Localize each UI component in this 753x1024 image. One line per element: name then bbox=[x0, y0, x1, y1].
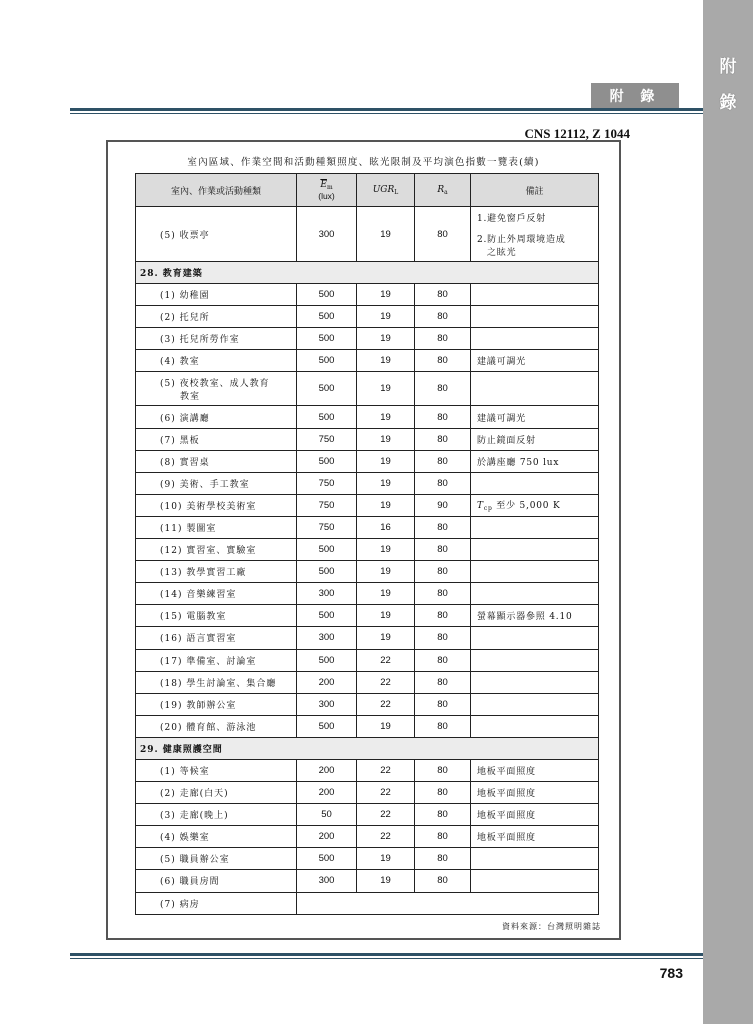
table-row bbox=[136, 328, 599, 350]
row-ugr: 19 bbox=[357, 539, 415, 561]
row-em: 300 bbox=[297, 583, 357, 605]
row-em: 500 bbox=[297, 715, 357, 737]
row-name: (8) 實習桌 bbox=[136, 450, 297, 472]
header-area: 室內、作業或活動種類 bbox=[136, 174, 297, 207]
row-ugr: 19 bbox=[357, 561, 415, 583]
row-ugr: 19 bbox=[357, 627, 415, 649]
row-ugr: 22 bbox=[357, 671, 415, 693]
row-em: 500 bbox=[297, 350, 357, 372]
row-ugr: 19 bbox=[357, 284, 415, 306]
row-name: (6) 職員房間 bbox=[136, 870, 297, 892]
row-ugr: 19 bbox=[357, 328, 415, 350]
illuminance-table bbox=[135, 173, 599, 915]
row-name: (13) 教學實習工廠 bbox=[136, 561, 297, 583]
row-ugr: 19 bbox=[357, 605, 415, 627]
row-name: (3) 托兒所勞作室 bbox=[136, 328, 297, 350]
row-em: 300 bbox=[297, 207, 357, 262]
row-ra: 80 bbox=[415, 372, 471, 406]
row-note: 建議可調光 bbox=[471, 406, 599, 428]
row-note: 1.避免窗戶反射 2.防止外周環境造成 之眩光 bbox=[471, 207, 599, 262]
row-ugr: 19 bbox=[357, 870, 415, 892]
row-ugr: 19 bbox=[357, 372, 415, 406]
table-row bbox=[136, 472, 599, 494]
table-frame bbox=[106, 140, 621, 940]
row-empty-cell bbox=[297, 892, 357, 914]
row-ugr: 19 bbox=[357, 450, 415, 472]
row-note: 地板平面照度 bbox=[471, 804, 599, 826]
table-row bbox=[136, 406, 599, 428]
row-em: 200 bbox=[297, 671, 357, 693]
row-ra: 80 bbox=[415, 207, 471, 262]
row-name: (2) 走廊(白天) bbox=[136, 782, 297, 804]
row-note bbox=[471, 328, 599, 350]
table-row bbox=[136, 715, 599, 737]
row-ugr: 19 bbox=[357, 472, 415, 494]
row-ugr: 22 bbox=[357, 826, 415, 848]
row-em: 500 bbox=[297, 539, 357, 561]
row-em: 300 bbox=[297, 870, 357, 892]
side-tab-char-1: 附 bbox=[719, 57, 737, 77]
row-em: 500 bbox=[297, 406, 357, 428]
row-ra: 80 bbox=[415, 605, 471, 627]
table-row bbox=[136, 826, 599, 848]
row-em: 500 bbox=[297, 848, 357, 870]
row-note: 螢幕顯示器參照 4.10 bbox=[471, 605, 599, 627]
row-ra: 80 bbox=[415, 782, 471, 804]
row-name: (14) 音樂練習室 bbox=[136, 583, 297, 605]
row-ugr: 19 bbox=[357, 306, 415, 328]
row-name: (12) 實習室、實驗室 bbox=[136, 539, 297, 561]
table-row bbox=[136, 804, 599, 826]
row-ugr: 22 bbox=[357, 804, 415, 826]
row-em: 200 bbox=[297, 782, 357, 804]
row-note bbox=[471, 516, 599, 538]
table-row bbox=[136, 561, 599, 583]
row-note bbox=[471, 848, 599, 870]
row-em: 500 bbox=[297, 649, 357, 671]
row-ugr: 22 bbox=[357, 649, 415, 671]
row-em: 500 bbox=[297, 284, 357, 306]
row-ugr: 19 bbox=[357, 428, 415, 450]
table-row bbox=[136, 207, 599, 262]
row-ra: 80 bbox=[415, 406, 471, 428]
row-ra: 80 bbox=[415, 848, 471, 870]
header-note: 備註 bbox=[471, 174, 599, 207]
row-ra: 80 bbox=[415, 826, 471, 848]
row-ugr: 16 bbox=[357, 516, 415, 538]
row-name: (2) 托兒所 bbox=[136, 306, 297, 328]
table-row bbox=[136, 848, 599, 870]
table-row bbox=[136, 539, 599, 561]
table-row bbox=[136, 284, 599, 306]
row-name: (20) 體育館、游泳池 bbox=[136, 715, 297, 737]
table-caption: 室內區域、作業空間和活動種類照度、眩光限制及平均演色指數一覽表(續) bbox=[187, 157, 540, 168]
row-em: 300 bbox=[297, 627, 357, 649]
header-em: $\overline{E}_m$ (lux) bbox=[297, 174, 357, 207]
side-tab-char-2: 錄 bbox=[719, 93, 737, 113]
row-ra: 80 bbox=[415, 428, 471, 450]
row-name: (4) 教室 bbox=[136, 350, 297, 372]
header-rule bbox=[70, 108, 703, 111]
header-rule-thin bbox=[70, 113, 703, 114]
row-ra: 80 bbox=[415, 759, 471, 781]
row-em: 500 bbox=[297, 372, 357, 406]
row-note: 地板平面照度 bbox=[471, 782, 599, 804]
row-ugr: 22 bbox=[357, 782, 415, 804]
row-note bbox=[471, 583, 599, 605]
table-row bbox=[136, 627, 599, 649]
footer-rule bbox=[70, 953, 703, 956]
row-name: (7) 黑板 bbox=[136, 428, 297, 450]
table-row bbox=[136, 583, 599, 605]
row-name: (15) 電腦教室 bbox=[136, 605, 297, 627]
row-note bbox=[471, 561, 599, 583]
row-name: (7) 病房 bbox=[136, 892, 297, 914]
row-ra: 80 bbox=[415, 328, 471, 350]
row-ugr: 19 bbox=[357, 583, 415, 605]
section-header-label: 附 錄 bbox=[591, 83, 679, 108]
row-note bbox=[471, 649, 599, 671]
row-em: 750 bbox=[297, 428, 357, 450]
table-row bbox=[136, 649, 599, 671]
row-ra: 80 bbox=[415, 472, 471, 494]
page-number: 783 bbox=[659, 965, 683, 981]
row-name: (9) 美術、手工教室 bbox=[136, 472, 297, 494]
table-row bbox=[136, 494, 599, 516]
row-name: (19) 教師辦公室 bbox=[136, 693, 297, 715]
row-empty-cell bbox=[471, 892, 599, 914]
row-ra: 80 bbox=[415, 649, 471, 671]
section-title: 28. 教育建築 bbox=[136, 262, 599, 284]
table-row bbox=[136, 892, 599, 914]
section-title: 29. 健康照護空間 bbox=[136, 737, 599, 759]
table-row bbox=[136, 350, 599, 372]
side-tab-strip bbox=[703, 0, 753, 1024]
row-name: (5) 職員辦公室 bbox=[136, 848, 297, 870]
table-row bbox=[136, 605, 599, 627]
row-em: 300 bbox=[297, 693, 357, 715]
row-note: 防止鏡面反射 bbox=[471, 428, 599, 450]
row-note bbox=[471, 472, 599, 494]
row-note bbox=[471, 284, 599, 306]
row-ra: 80 bbox=[415, 450, 471, 472]
row-note: 建議可調光 bbox=[471, 350, 599, 372]
row-ra: 80 bbox=[415, 539, 471, 561]
row-em: 750 bbox=[297, 494, 357, 516]
row-name: (5) 收票亭 bbox=[136, 207, 297, 262]
table-row bbox=[136, 450, 599, 472]
row-ra: 80 bbox=[415, 306, 471, 328]
row-note: 地板平面照度 bbox=[471, 826, 599, 848]
row-note: 地板平面照度 bbox=[471, 759, 599, 781]
row-em: 200 bbox=[297, 759, 357, 781]
row-note bbox=[471, 870, 599, 892]
row-ra: 80 bbox=[415, 870, 471, 892]
standard-code: CNS 12112, Z 1044 bbox=[524, 126, 630, 141]
row-ra: 80 bbox=[415, 284, 471, 306]
row-em: 200 bbox=[297, 826, 357, 848]
row-ugr: 19 bbox=[357, 715, 415, 737]
row-name: (10) 美術學校美術室 bbox=[136, 494, 297, 516]
row-ra: 80 bbox=[415, 693, 471, 715]
row-name: (5) 夜校教室、成人教育 教室 bbox=[136, 372, 297, 406]
table-row bbox=[136, 372, 599, 406]
table-row bbox=[136, 428, 599, 450]
row-ugr: 19 bbox=[357, 350, 415, 372]
row-em: 750 bbox=[297, 516, 357, 538]
row-ra: 90 bbox=[415, 494, 471, 516]
table-row bbox=[136, 693, 599, 715]
row-note bbox=[471, 306, 599, 328]
footer-rule-thin bbox=[70, 958, 703, 959]
row-empty-cell bbox=[415, 892, 471, 914]
table-row bbox=[136, 870, 599, 892]
row-name: (1) 等候室 bbox=[136, 759, 297, 781]
row-note bbox=[471, 627, 599, 649]
row-name: (11) 製圖室 bbox=[136, 516, 297, 538]
section-row bbox=[136, 262, 599, 284]
table-header-row bbox=[136, 174, 599, 207]
row-ra: 80 bbox=[415, 516, 471, 538]
row-empty-cell bbox=[357, 892, 415, 914]
row-name: (1) 幼稚園 bbox=[136, 284, 297, 306]
row-em: 500 bbox=[297, 605, 357, 627]
table-row bbox=[136, 782, 599, 804]
table-source: 資料來源：台灣照明雜誌 bbox=[502, 922, 601, 931]
row-name: (16) 語言實習室 bbox=[136, 627, 297, 649]
row-em: 500 bbox=[297, 328, 357, 350]
row-ra: 80 bbox=[415, 804, 471, 826]
row-note bbox=[471, 693, 599, 715]
row-em: 500 bbox=[297, 561, 357, 583]
row-name: (6) 演講廳 bbox=[136, 406, 297, 428]
row-ra: 80 bbox=[415, 715, 471, 737]
row-ra: 80 bbox=[415, 561, 471, 583]
row-ra: 80 bbox=[415, 671, 471, 693]
row-note: 於講座廳 750 lux bbox=[471, 450, 599, 472]
header-ra: $R_a$ bbox=[415, 174, 471, 207]
row-ra: 80 bbox=[415, 627, 471, 649]
row-note bbox=[471, 539, 599, 561]
row-note bbox=[471, 372, 599, 406]
row-ugr: 22 bbox=[357, 693, 415, 715]
row-name: (4) 娛樂室 bbox=[136, 826, 297, 848]
row-name: (17) 準備室、討論室 bbox=[136, 649, 297, 671]
row-ugr: 19 bbox=[357, 494, 415, 516]
row-em: 750 bbox=[297, 472, 357, 494]
row-name: (18) 學生討論室、集合廳 bbox=[136, 671, 297, 693]
section-row bbox=[136, 737, 599, 759]
row-ugr: 19 bbox=[357, 406, 415, 428]
row-ra: 80 bbox=[415, 583, 471, 605]
row-ra: 80 bbox=[415, 350, 471, 372]
row-ugr: 19 bbox=[357, 207, 415, 262]
row-name: (3) 走廊(晚上) bbox=[136, 804, 297, 826]
header-ugr: $UGR_L$ bbox=[357, 174, 415, 207]
row-note bbox=[471, 715, 599, 737]
row-note: $T_{cp}$ 至少 5,000 K bbox=[471, 494, 599, 516]
table-row bbox=[136, 516, 599, 538]
table-row bbox=[136, 671, 599, 693]
table-row bbox=[136, 306, 599, 328]
row-note bbox=[471, 671, 599, 693]
row-em: 50 bbox=[297, 804, 357, 826]
row-em: 500 bbox=[297, 450, 357, 472]
row-em: 500 bbox=[297, 306, 357, 328]
table-row bbox=[136, 759, 599, 781]
row-ugr: 19 bbox=[357, 848, 415, 870]
row-ugr: 22 bbox=[357, 759, 415, 781]
